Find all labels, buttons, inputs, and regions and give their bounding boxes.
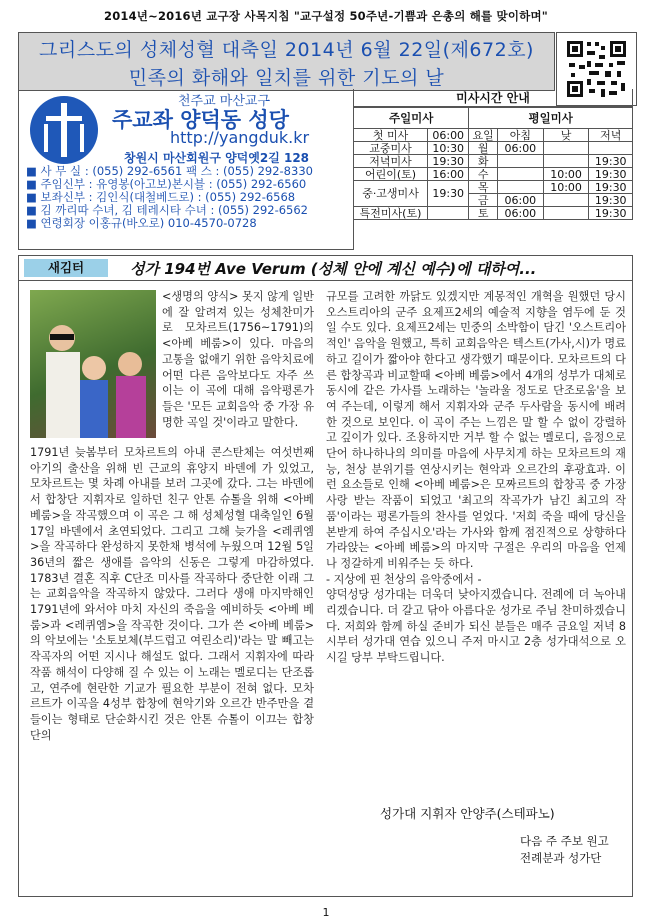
sunday-mass-name: 특전미사(토): [354, 207, 428, 220]
weekday-day: 수: [469, 168, 498, 181]
weekday-morning: 06:00: [497, 207, 543, 220]
contact-sisters: ■ 김 까리따 수녀, 김 테레시타 수녀 : (055) 292-6562: [26, 203, 308, 217]
diocese-name: 천주교 마산교구: [178, 94, 271, 109]
schedule-row: [354, 181, 633, 194]
weekday-noon: 10:00: [543, 181, 589, 194]
pastoral-motto: 2014년~2016년 교구장 사목지침 "교구설정 50주년-기쁨과 은총의 해를 맞이하며": [104, 9, 548, 23]
sunday-mass-time: 19:30: [428, 181, 469, 207]
weekday-noon: [543, 207, 589, 220]
article-paragraph: 1791년 늦봄부터 모차르트의 아내 콘스탄체는 여섯번째 아기의 출산을 위해 빈 근교의 휴양지 바덴에 가 있었고, 모차르트는 몇 차례 아내를 보러 그곳에 갔다. 그는 바덴에서 합창단 지휘자로 일하던 친구 안톤 슈톨을 위해 <아베 베룸>을 작곡했으며 이 곡은 그 해 성체성혈 대축일인 6월 17일 바덴에서 초연되었다. 그리고 그해 늦가을 <레퀴엠>을 작곡하다 완성하지 못한채 병석에 누웠으며 12월 5일 36년의 짧은 생애를 음악의 신동은 그렇게 마감하였다. 1783년 결혼 직후 C단조 미사를 작곡하다 중단한 이래 그는 교회음악을 작곡하지 않았다. 그러다 생애 마지막해인 1791년에 와서야 마치 자신의 죽음을 예비하듯 <아베 베룸>과 <레퀴엠>을 작곡한 것이다. 그가 쓴 <아베 베룸>의 악보에는 '소토보체(부드럽고 여린소리)'라는 말 빼고는 작곡자의 어떤 지시나 해설도 없다. 그래서 지휘자에 따라 작품 해석이 다양해 질 수 있는 이 노래는 멜로디는 단조롭고, 연주에 현란한 기교가 필요한 부분이 전혀 없다. 모차르트가 이곡을 4성부 합창에 현악기와 오르간 반주만을 곁들이는 형태로 단순화시킨 것은 안톤 슈톨이 이끄는 합창단의: [30, 446, 314, 742]
logo-cross: [61, 103, 67, 157]
sunday-mass-time: 16:00: [428, 168, 469, 181]
weekday-day: 금: [469, 194, 498, 207]
title-banner: [18, 32, 555, 91]
schedule-row: [354, 207, 633, 220]
sunday-mass-name: 교중미사: [354, 142, 428, 155]
noon-header: 낮: [543, 129, 589, 142]
sunday-mass-time: 06:00: [428, 129, 469, 142]
weekday-morning: [497, 168, 543, 181]
sunday-mass-name: 첫 미사: [354, 129, 428, 142]
logo-column-right: [80, 124, 84, 152]
weekday-day: 화: [469, 155, 498, 168]
prayer-day-title: 민족의 화해와 일치를 위한 기도의 날: [128, 67, 445, 89]
schedule-row: [354, 168, 633, 181]
weekday-morning: 06:00: [497, 194, 543, 207]
schedule-header-row: [354, 108, 633, 129]
contact-assistant: ■ 보좌신부 : 김인식(대철베드로) : (055) 292-6568: [26, 190, 296, 204]
logo-cross-bar: [46, 116, 82, 121]
weekday-evening: 19:30: [589, 168, 633, 181]
contact-list: [26, 165, 352, 230]
weekday-mass-header: 평일미사: [469, 108, 633, 129]
next-week-notice: 다음 주 주보 원고: [520, 834, 609, 848]
parish-url-link[interactable]: http://yangduk.kr: [170, 128, 310, 147]
contact-pastor: ■ 주임신부 : 유영봉(아고보)본시블 : (055) 292-6560: [26, 177, 307, 191]
article-paragraph: <생명의 양식> 못지 않게 일반에 잘 알려져 있는 성체찬미가로 모차르트(1756~1791)의 <아베 베룸>이 있다. 마음의 고통을 없애기 위한 음악치료에 어떤 다른 음악보다도 자주 쓰이는 이 곡에 대해 음악평론가들은 '모든 교회음악 중 가장 유명한 곡일 것'이라고 말한다.: [162, 290, 314, 429]
weekday-evening: 19:30: [589, 155, 633, 168]
weekday-noon: [543, 142, 589, 155]
article-title: 성가 194번 Ave Verum (성체 안에 계신 예수)에 대하여...: [130, 260, 537, 278]
schedule-row: [354, 142, 633, 155]
sunday-mass-name: 중·고생미사: [354, 181, 428, 207]
sunday-mass-name: 저녁미사: [354, 155, 428, 168]
weekday-noon: [543, 194, 589, 207]
sunday-mass-header: 주일미사: [354, 108, 469, 129]
parish-address: 창원시 마산회원구 양덕옛2길 128: [124, 151, 310, 165]
sunday-mass-time: [428, 207, 469, 220]
weekday-morning: 06:00: [497, 142, 543, 155]
contact-office: ■ 사 무 실 : (055) 292-6561 팩 스 : (055) 292-8330: [26, 164, 313, 178]
weekday-morning: [497, 155, 543, 168]
evening-header: 저녁: [589, 129, 633, 142]
weekday-day: 월: [469, 142, 498, 155]
schedule-row: [354, 155, 633, 168]
weekday-day: 목: [469, 181, 498, 194]
feast-title: 그리스도의 성체성혈 대축일 2014년 6월 22일(제672호): [39, 39, 534, 61]
weekday-evening: 19:30: [589, 181, 633, 194]
sunday-mass-time: 19:30: [428, 155, 469, 168]
contact-funeral: ■ 연령회장 이홍규(바오로) 010-4570-0728: [26, 216, 257, 230]
next-week-author: 전례분과 성가단: [520, 851, 602, 865]
weekday-evening: 19:30: [589, 207, 633, 220]
weekday-evening: [589, 142, 633, 155]
weekday-evening: 19:30: [589, 194, 633, 207]
day-header: 요일: [469, 129, 498, 142]
mass-schedule-table: [353, 107, 633, 220]
page-number: 1: [322, 906, 330, 919]
author-signature: 성가대 지휘자 안양주(스테파노): [380, 806, 555, 821]
weekday-day: 토: [469, 207, 498, 220]
section-tag: 새김터: [24, 259, 108, 277]
family-photo: [30, 290, 156, 438]
logo-column-left: [44, 124, 48, 152]
morning-header: 아침: [497, 129, 543, 142]
sunday-mass-time: 10:30: [428, 142, 469, 155]
article-paragraph: 규모를 고려한 까닭도 있겠지만 계몽적인 개혁을 원했던 당시 오스트리아의 군주 요제프2세의 예술적 지향을 염두에 둔 것일 수도 있다. 요제프2세는 민중의 소박함이 담긴 '오스트리아적인' 음악을 원했고, 특히 교회음악은 텍스트(가사,시)가 명료하고 길이가 짧아야 한다고 생각했기 때문이다. 모차르트의 다른 합창곡과 비교할때 <아베 베룸>에서 4개의 성부가 대체로 동시에 같은 가사를 노래하는 '놀라울 정도로 단조로움'을 보여 주는데, 이렇게 해서 지휘자와 군주 두사람을 동시에 배려한 것으로 보인다. 이 곡이 주는 느낌은 말 할 수 없이 강렬하고 깊이가 있다. 조용하지만 거부 할 수 없는 멜로디, 음정으로 단어 하나하나의 의미를 마음에 사무치게 하는 모차르트의 재능, 천상 분위기를 연상시키는 현악과 오르간의 후광효과. 이런 요소들로 인해 <아베 베룸>은 모짜르트의 합창곡 중 가장 사랑 받는 작품이 되었고 '최고의 작곡가가 남긴 최고의 작품'이라는 평론가들의 찬사를 얻었다. '저희 죽을 때에 당신을 본받게 하여 주십시오'라는 가사와 함께 점진적으로 상향하다 가라앉는 <아베 베룸>의 마지막 구절은 우리의 마음을 언제나 정갈하게 비워주는 듯 하다. - 지상에 핀 천상의 음악중에서 - 양덕성당 성가대는 더욱더 낮아지겠습니다. 전례에 더 녹아내리겠습니다. 더 갈고 닦아 아름다운 성가로 주님 찬미하겠습니다. 저희와 함께 하실 준비가 되신 분들은 매주 금요일 저녁 8시부터 성가대 연습 있으니 주저 마시고 2층 성가대석으로 오시길 당부 부탁드립니다.: [326, 290, 626, 665]
schedule-row: [354, 129, 633, 142]
weekday-noon: [543, 155, 589, 168]
parish-name: 주교좌 양덕동 성당: [112, 108, 289, 132]
sunday-mass-name: 어린이(토): [354, 168, 428, 181]
weekday-noon: 10:00: [543, 168, 589, 181]
mass-schedule-title: 미사시간 안내: [353, 89, 633, 107]
weekday-morning: [497, 181, 543, 194]
